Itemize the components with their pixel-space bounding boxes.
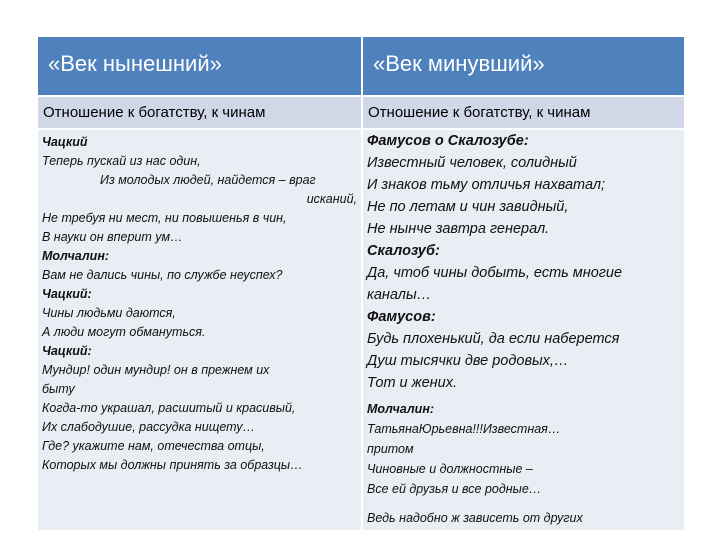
quote-line: быту <box>42 382 75 396</box>
quote-line: И знаков тьму отличья нахватал; <box>367 177 606 193</box>
quote-line: исканий, <box>306 192 357 206</box>
quote-line: Будь плохенький, да если наберется <box>367 331 620 347</box>
subheader-cell-right <box>363 97 684 128</box>
quote-line: Не нынче завтра генерал. <box>367 221 550 237</box>
quote-line: Известный человек, солидный <box>367 155 577 171</box>
quote-line: Которых мы должны принять за образцы… <box>42 458 303 472</box>
quote-line: Теперь пускай из нас один, <box>42 154 201 168</box>
quote-line: Чины людьми даются, <box>42 306 176 320</box>
header-title-right: «Век минувший» <box>373 51 545 76</box>
quote-line: Чиновные и должностные – <box>367 462 533 476</box>
subheader-label-right: Отношение к богатству, к чинам <box>368 104 591 121</box>
quote-line: Не по летам и чин завидный, <box>367 199 569 215</box>
quote-line: ТатьянаЮрьевна!!!Известная… <box>367 422 561 436</box>
quote-line: Когда-то украшал, расшитый и красивый, <box>42 401 296 415</box>
quote-line: Их слабодушие, рассудка нищету… <box>42 420 256 434</box>
speaker-label: Молчалин: <box>367 402 435 416</box>
quote-line: Душ тысячки две родовых,… <box>367 353 569 369</box>
quote-line: каналы… <box>367 287 432 303</box>
header-title-left: «Век нынешний» <box>48 51 222 76</box>
quote-line: В науки он вперит ум… <box>42 230 183 244</box>
speaker-label: Фамусов о Скалозубе: <box>367 133 529 149</box>
subheader-label-left: Отношение к богатству, к чинам <box>43 104 266 121</box>
left-quote-cell <box>38 130 361 530</box>
quote-line: Да, чтоб чины добыть, есть многие <box>367 265 623 281</box>
header-cell-right <box>363 37 684 95</box>
quote-line: Тот и жених. <box>367 375 458 391</box>
header-cell-left <box>38 37 361 95</box>
quote-line: А люди могут обмануться. <box>42 325 206 339</box>
speaker-label: Фамусов: <box>367 309 436 325</box>
right-quote-cell <box>363 130 684 530</box>
speaker-label: Молчалин: <box>42 249 110 263</box>
quote-line: Из молодых людей, найдется – враг <box>100 173 316 187</box>
subheader-cell-left <box>38 97 361 128</box>
quote-line: Где? укажите нам, отечества отцы, <box>42 439 265 453</box>
quote-line: Вам не дались чины, по службе неуспех? <box>42 268 283 282</box>
comparison-table <box>38 37 684 530</box>
quote-line: Ведь надобно ж зависеть от других <box>367 511 583 525</box>
quote-line: Мундир! один мундир! он в прежнем их <box>42 363 270 377</box>
speaker-label: Чацкий: <box>42 287 92 301</box>
speaker-label: Скалозуб: <box>367 243 440 259</box>
speaker-label: Чацкий: <box>42 344 92 358</box>
quote-line: притом <box>367 442 414 456</box>
quote-line: Не требуя ни мест, ни повышенья в чин, <box>42 211 287 225</box>
speaker-label: Чацкий <box>42 135 88 149</box>
quote-line: Все ей друзья и все родные… <box>367 482 542 496</box>
